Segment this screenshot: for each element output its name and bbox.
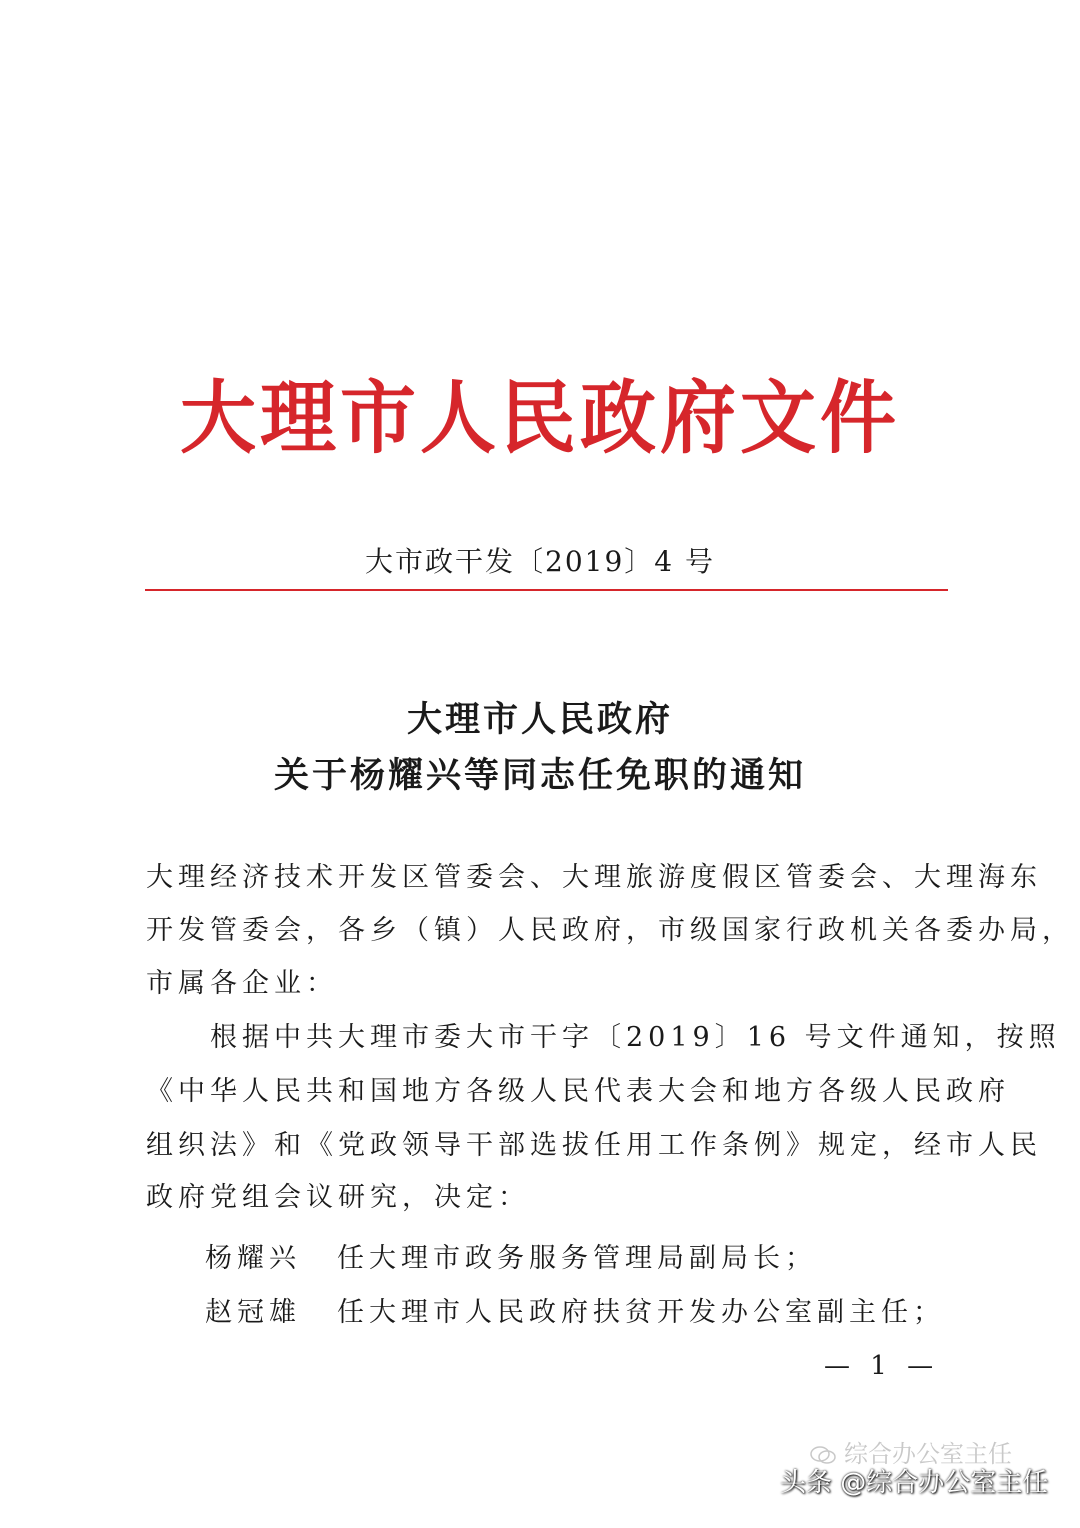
body-paragraph-line: 政府党组会议研究，决定： bbox=[146, 1182, 530, 1213]
document-masthead: 大理市人民政府文件 bbox=[180, 370, 900, 465]
appointment-row bbox=[205, 1290, 945, 1329]
body-paragraph-line: 组织法》和《党政领导干部选拔任用工作条例》规定，经市人民 bbox=[146, 1130, 1042, 1161]
notice-title-line2: 关于杨耀兴等同志任免职的通知 bbox=[273, 756, 806, 796]
appointee-name: 赵冠雄 bbox=[205, 1297, 301, 1328]
appointment-row bbox=[205, 1236, 817, 1275]
toutiao-watermark: 头条 @综合办公室主任 bbox=[780, 1468, 1049, 1498]
watermark-ghost-text: 综合办公室主任 bbox=[844, 1440, 1012, 1468]
appointee-position: 任大理市人民政府扶贫开发办公室副主任； bbox=[337, 1297, 945, 1328]
appointee-position: 任大理市政务服务管理局副局长； bbox=[337, 1243, 817, 1274]
body-paragraph-line: 根据中共大理市委大市干字〔2019〕16 号文件通知，按照 bbox=[146, 1022, 1061, 1053]
body-paragraph-line: 《中华人民共和国地方各级人民代表大会和地方各级人民政府 bbox=[146, 1076, 1010, 1107]
recipients-line: 开发管委会，各乡（镇）人民政府，市级国家行政机关各委办局， bbox=[146, 915, 1074, 946]
appointee-name: 杨耀兴 bbox=[205, 1243, 301, 1274]
notice-title-line1: 大理市人民政府 bbox=[406, 700, 673, 740]
recipients-line: 市属各企业： bbox=[146, 968, 338, 999]
document-number: 大市政干发〔2019〕4 号 bbox=[365, 545, 715, 578]
red-divider-line bbox=[145, 589, 948, 591]
recipients-line: 大理经济技术开发区管委会、大理旅游度假区管委会、大理海东 bbox=[146, 862, 1042, 893]
page-number: — 1 — bbox=[824, 1351, 940, 1381]
